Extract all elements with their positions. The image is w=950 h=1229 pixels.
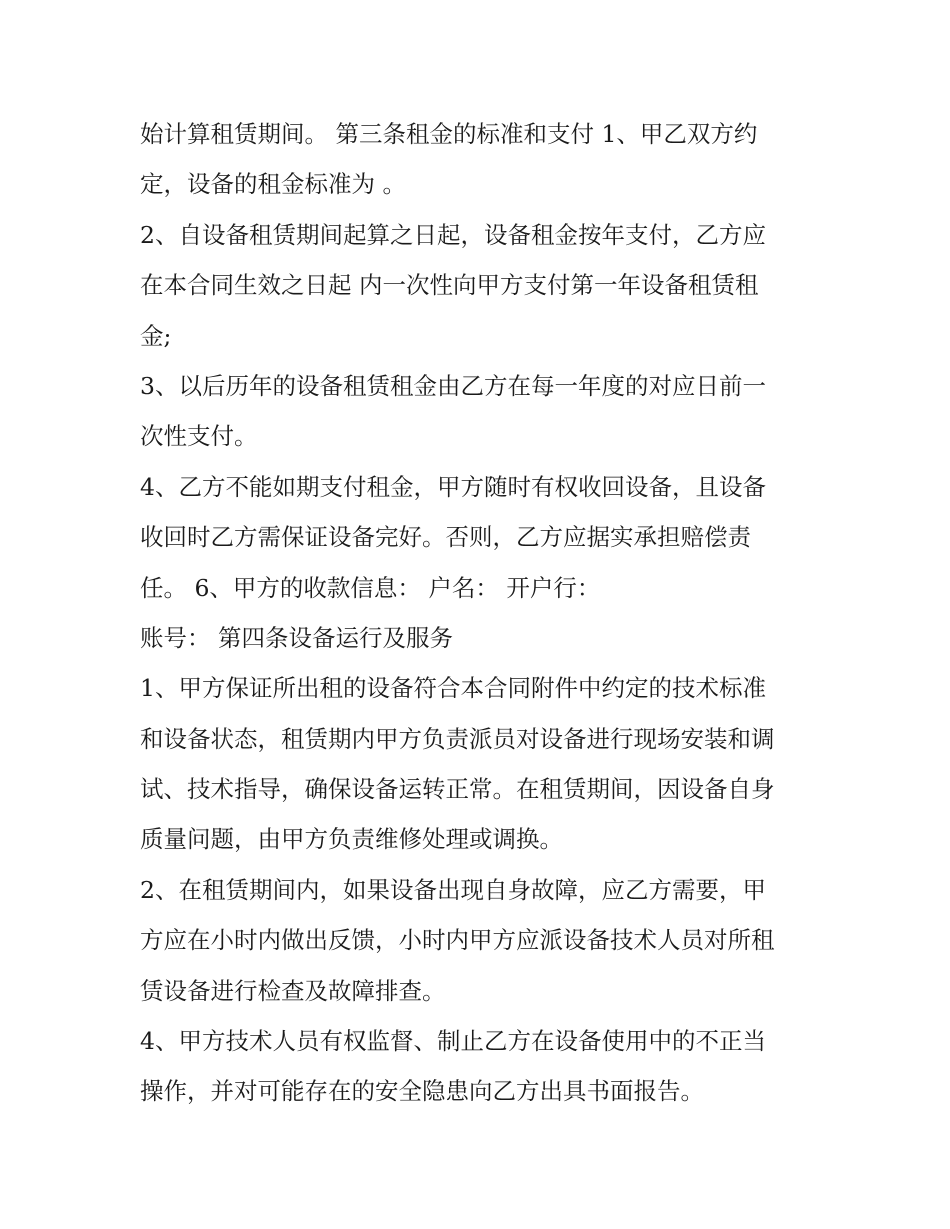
text-line-11: 账号： 第四条设备运行及服务 <box>140 623 453 652</box>
text-line-6: 3、以后历年的设备租赁租金由乙方在每一年度的对应日前一 <box>140 371 766 400</box>
text-line-1: 始计算租赁期间。 第三条租金的标准和支付 1、甲乙双方约 <box>140 120 758 148</box>
text-line-14: 试、技术指导，确保设备运转正常。在租赁期间，因设备自身 <box>140 775 775 804</box>
text-line-3: 2、自设备租赁期间起算之日起，设备租金按年支付，乙方应 <box>140 220 766 249</box>
text-line-4: 在本合同生效之日起 内一次性向甲方支付第一年设备租赁租 <box>140 271 759 300</box>
text-line-9: 收回时乙方需保证设备完好。否则，乙方应据实承担赔偿责 <box>140 523 751 552</box>
text-line-19: 4、甲方技术人员有权监督、制止乙方在设备使用中的不正当 <box>140 1027 766 1056</box>
text-line-18: 赁设备进行检查及故障排查。 <box>140 976 446 1005</box>
text-line-7: 次性支付。 <box>140 422 258 451</box>
text-line-2: 定，设备的租金标准为 。 <box>140 170 406 199</box>
text-line-17: 方应在小时内做出反馈，小时内甲方应派设备技术人员对所租 <box>140 926 775 955</box>
text-line-20: 操作，并对可能存在的安全隐患向乙方出具书面报告。 <box>140 1077 704 1106</box>
text-line-5: 金; <box>140 321 172 350</box>
text-line-13: 和设备状态，租赁期内甲方负责派员对设备进行现场安装和调 <box>140 724 775 753</box>
document-body <box>140 109 820 1117</box>
text-line-10: 任。 6、甲方的收款信息： 户名： 开户行： <box>140 573 601 602</box>
text-line-16: 2、在租赁期间内，如果设备出现自身故障，应乙方需要，甲 <box>140 875 766 904</box>
text-line-8: 4、乙方不能如期支付租金，甲方随时有权收回设备，且设备 <box>140 472 766 501</box>
text-line-12: 1、甲方保证所出租的设备符合本合同附件中约定的技术标准 <box>140 674 766 703</box>
text-line-15: 质量问题，由甲方负责维修处理或调换。 <box>140 825 563 854</box>
